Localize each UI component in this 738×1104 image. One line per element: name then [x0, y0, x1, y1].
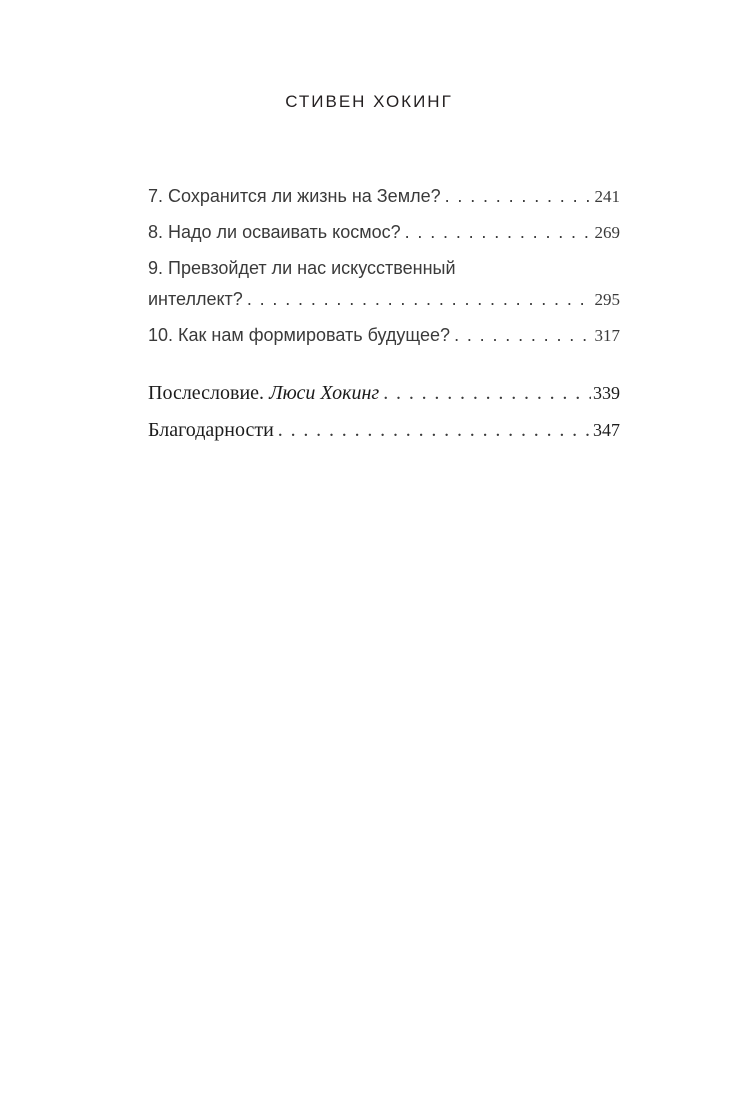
- toc-entry-chapter-8[interactable]: [148, 219, 620, 255]
- toc-entry-title-line2: интеллект?: [148, 289, 243, 309]
- section-gap: [148, 358, 620, 380]
- toc-entry-title-line2-row: [148, 286, 620, 322]
- toc-entry-page: 241: [594, 187, 620, 206]
- toc-entry-page: 269: [594, 223, 620, 242]
- toc-entry-page: 339: [593, 383, 620, 403]
- toc-entry-title: 10. Как нам формировать будущее?: [148, 325, 451, 345]
- dot-leader: [247, 286, 593, 312]
- toc-entry-page: 317: [594, 326, 620, 345]
- toc-entry-page: 295: [594, 290, 620, 309]
- toc-entry-chapter-9[interactable]: [148, 255, 620, 322]
- toc-entry-acknowledgements[interactable]: [148, 417, 620, 454]
- table-of-contents: [148, 183, 620, 454]
- toc-entry-chapter-10[interactable]: [148, 322, 620, 358]
- dot-leader: [278, 417, 591, 443]
- afterword-label: Послесловие.: [148, 382, 265, 404]
- toc-entry-page: 347: [593, 420, 620, 440]
- toc-entry-title: Благодарности: [148, 419, 274, 441]
- toc-entry-title: 8. Надо ли осваивать космос?: [148, 222, 401, 242]
- toc-entry-title-line1: 9. Превзойдет ли нас искусственный: [148, 258, 456, 278]
- dot-leader: [445, 183, 593, 209]
- running-head: СТИВЕН ХОКИНГ: [285, 92, 453, 111]
- dot-leader: [405, 219, 593, 245]
- dot-leader: [454, 322, 592, 348]
- dot-leader: [383, 380, 591, 406]
- toc-entry-chapter-7[interactable]: [148, 183, 620, 219]
- toc-entry-afterword[interactable]: [148, 380, 620, 417]
- toc-entry-title: [148, 380, 379, 406]
- toc-entry-title: 7. Сохранится ли жизнь на Земле?: [148, 186, 441, 206]
- afterword-author: Люси Хокинг: [269, 382, 380, 404]
